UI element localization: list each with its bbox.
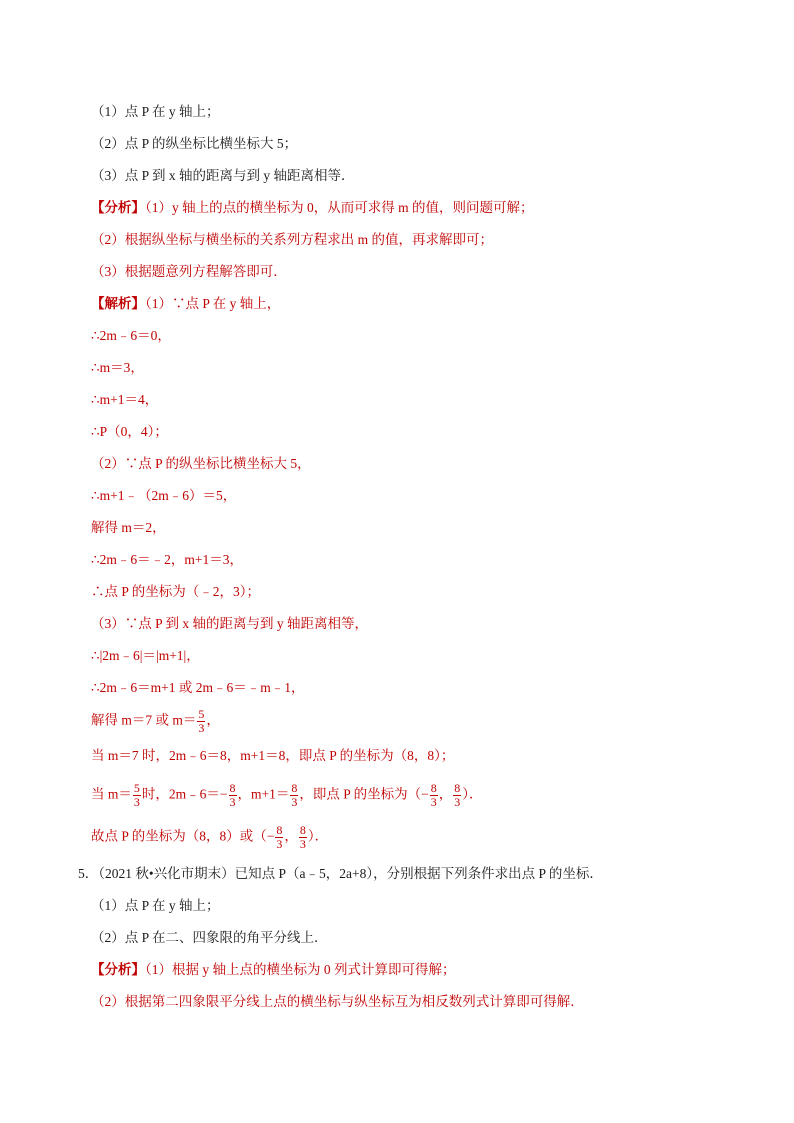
solution-line-10: ∴点 P 的坐标为（﹣2，3）； [91,584,261,599]
solution-line-1 [91,294,280,314]
q5-analysis-text-1: （1）根据 y 轴上点的横坐标为 0 列式计算即可得解； [145,962,456,977]
solution-line-17-c: ）． [307,828,329,844]
analysis-line-2: （2）根据纵坐标与横坐标的关系列方程求出 m 的值，再求解即可； [91,232,493,247]
solution-line-16-c: ，m+1＝ [237,786,290,802]
q4-condition-3: （3）点 P 到 x 轴的距离与到 y 轴距离相等． [91,168,355,183]
solution-line-17-b: ， [284,828,298,844]
solution-line-16-d: ，即点 P 的坐标为（− [299,786,429,802]
solution-line-16-e: ， [438,786,453,802]
solution-line-5: ∴P（0，4）； [91,424,168,439]
solution-text-1: （1）∵点 P 在 y 轴上， [145,296,281,311]
fraction-numerator: 5 [198,707,205,721]
fraction [453,782,461,809]
fraction [133,782,141,809]
fraction [299,824,307,851]
fraction [290,782,298,809]
fraction-numerator: 8 [299,823,306,837]
q4-condition-1: （1）点 P 在 y 轴上； [91,104,220,119]
fraction-numerator: 8 [454,781,461,795]
solution-line-16-a: 当 m＝ [91,786,132,802]
fraction-denominator: 3 [299,837,306,851]
fraction-numerator: 8 [291,781,298,795]
solution-line-16-b: 时，2m﹣6＝− [141,786,228,802]
solution-line-14 [91,708,220,735]
solution-line-14-text: 解得 m＝7 或 m＝ [91,712,197,728]
solution-line-13: ∴2m﹣6＝m+1 或 2m﹣6＝﹣m﹣1， [91,680,305,695]
q5-analysis-tag: 【分析】 [91,962,145,977]
solution-line-14-tail: ， [206,712,220,728]
fraction-denominator: 3 [430,795,437,809]
fraction-numerator: 8 [430,781,437,795]
solution-line-16 [91,782,483,809]
solution-line-17 [91,824,328,851]
solution-line-4: ∴m+1＝4， [91,392,159,407]
analysis-line-3: （3）根据题意列方程解答即可． [91,264,287,279]
solution-line-3: ∴m＝3， [91,360,144,375]
fraction-denominator: 3 [229,795,236,809]
q5-analysis-line-1 [91,960,456,980]
q5-condition-1: （1）点 P 在 y 轴上； [91,898,220,913]
analysis-tag: 【分析】 [91,200,145,215]
solution-line-15: 当 m＝7 时，2m﹣6＝8，m+1＝8，即点 P 的坐标为（8，8）； [91,748,455,763]
fraction-denominator: 3 [291,795,298,809]
fraction-numerator: 8 [276,823,283,837]
fraction [275,824,283,851]
fraction-denominator: 3 [133,795,140,809]
solution-line-16-g: ）． [462,786,483,802]
analysis-line-1 [91,198,534,218]
solution-line-12: ∴|2m﹣6|＝|m+1|， [91,648,200,663]
solution-line-2: ∴2m﹣6＝0， [91,328,171,343]
q5-stem: 5．（2021 秋•兴化市期末）已知点 P（a﹣5，2a+8），分别根据下列条件求出点 P 的坐标． [78,866,603,881]
q5-analysis-line-2: （2）根据第二四象限平分线上点的横坐标与纵坐标互为相反数列式计算即可得解． [91,994,584,1009]
solution-line-11: （3）∵点 P 到 x 轴的距离与到 y 轴距离相等， [91,616,369,631]
fraction-denominator: 3 [276,837,283,851]
analysis-text-1: （1）y 轴上的点的横坐标为 0，从而可求得 m 的值，则问题可解； [145,200,534,215]
solution-line-6: （2）∵点 P 的纵坐标比横坐标大 5， [91,456,311,471]
fraction-denominator: 3 [454,795,461,809]
solution-line-17-a: 故点 P 的坐标为（8，8）或（− [91,828,275,844]
fraction [229,782,237,809]
fraction-numerator: 5 [133,781,140,795]
fraction-numerator: 8 [229,781,236,795]
q5-condition-2: （2）点 P 在二、四象限的角平分线上． [91,930,328,945]
solution-line-7: ∴m+1﹣（2m﹣6）＝5， [91,488,237,503]
fraction-denominator: 3 [198,721,205,735]
solution-line-8: 解得 m＝2， [91,520,166,535]
solution-tag: 【解析】 [91,296,145,311]
solution-line-9: ∴2m﹣6＝﹣2，m+1＝3， [91,552,243,567]
fraction [197,708,205,735]
q4-condition-2: （2）点 P 的纵坐标比横坐标大 5； [91,136,298,151]
fraction [430,782,438,809]
